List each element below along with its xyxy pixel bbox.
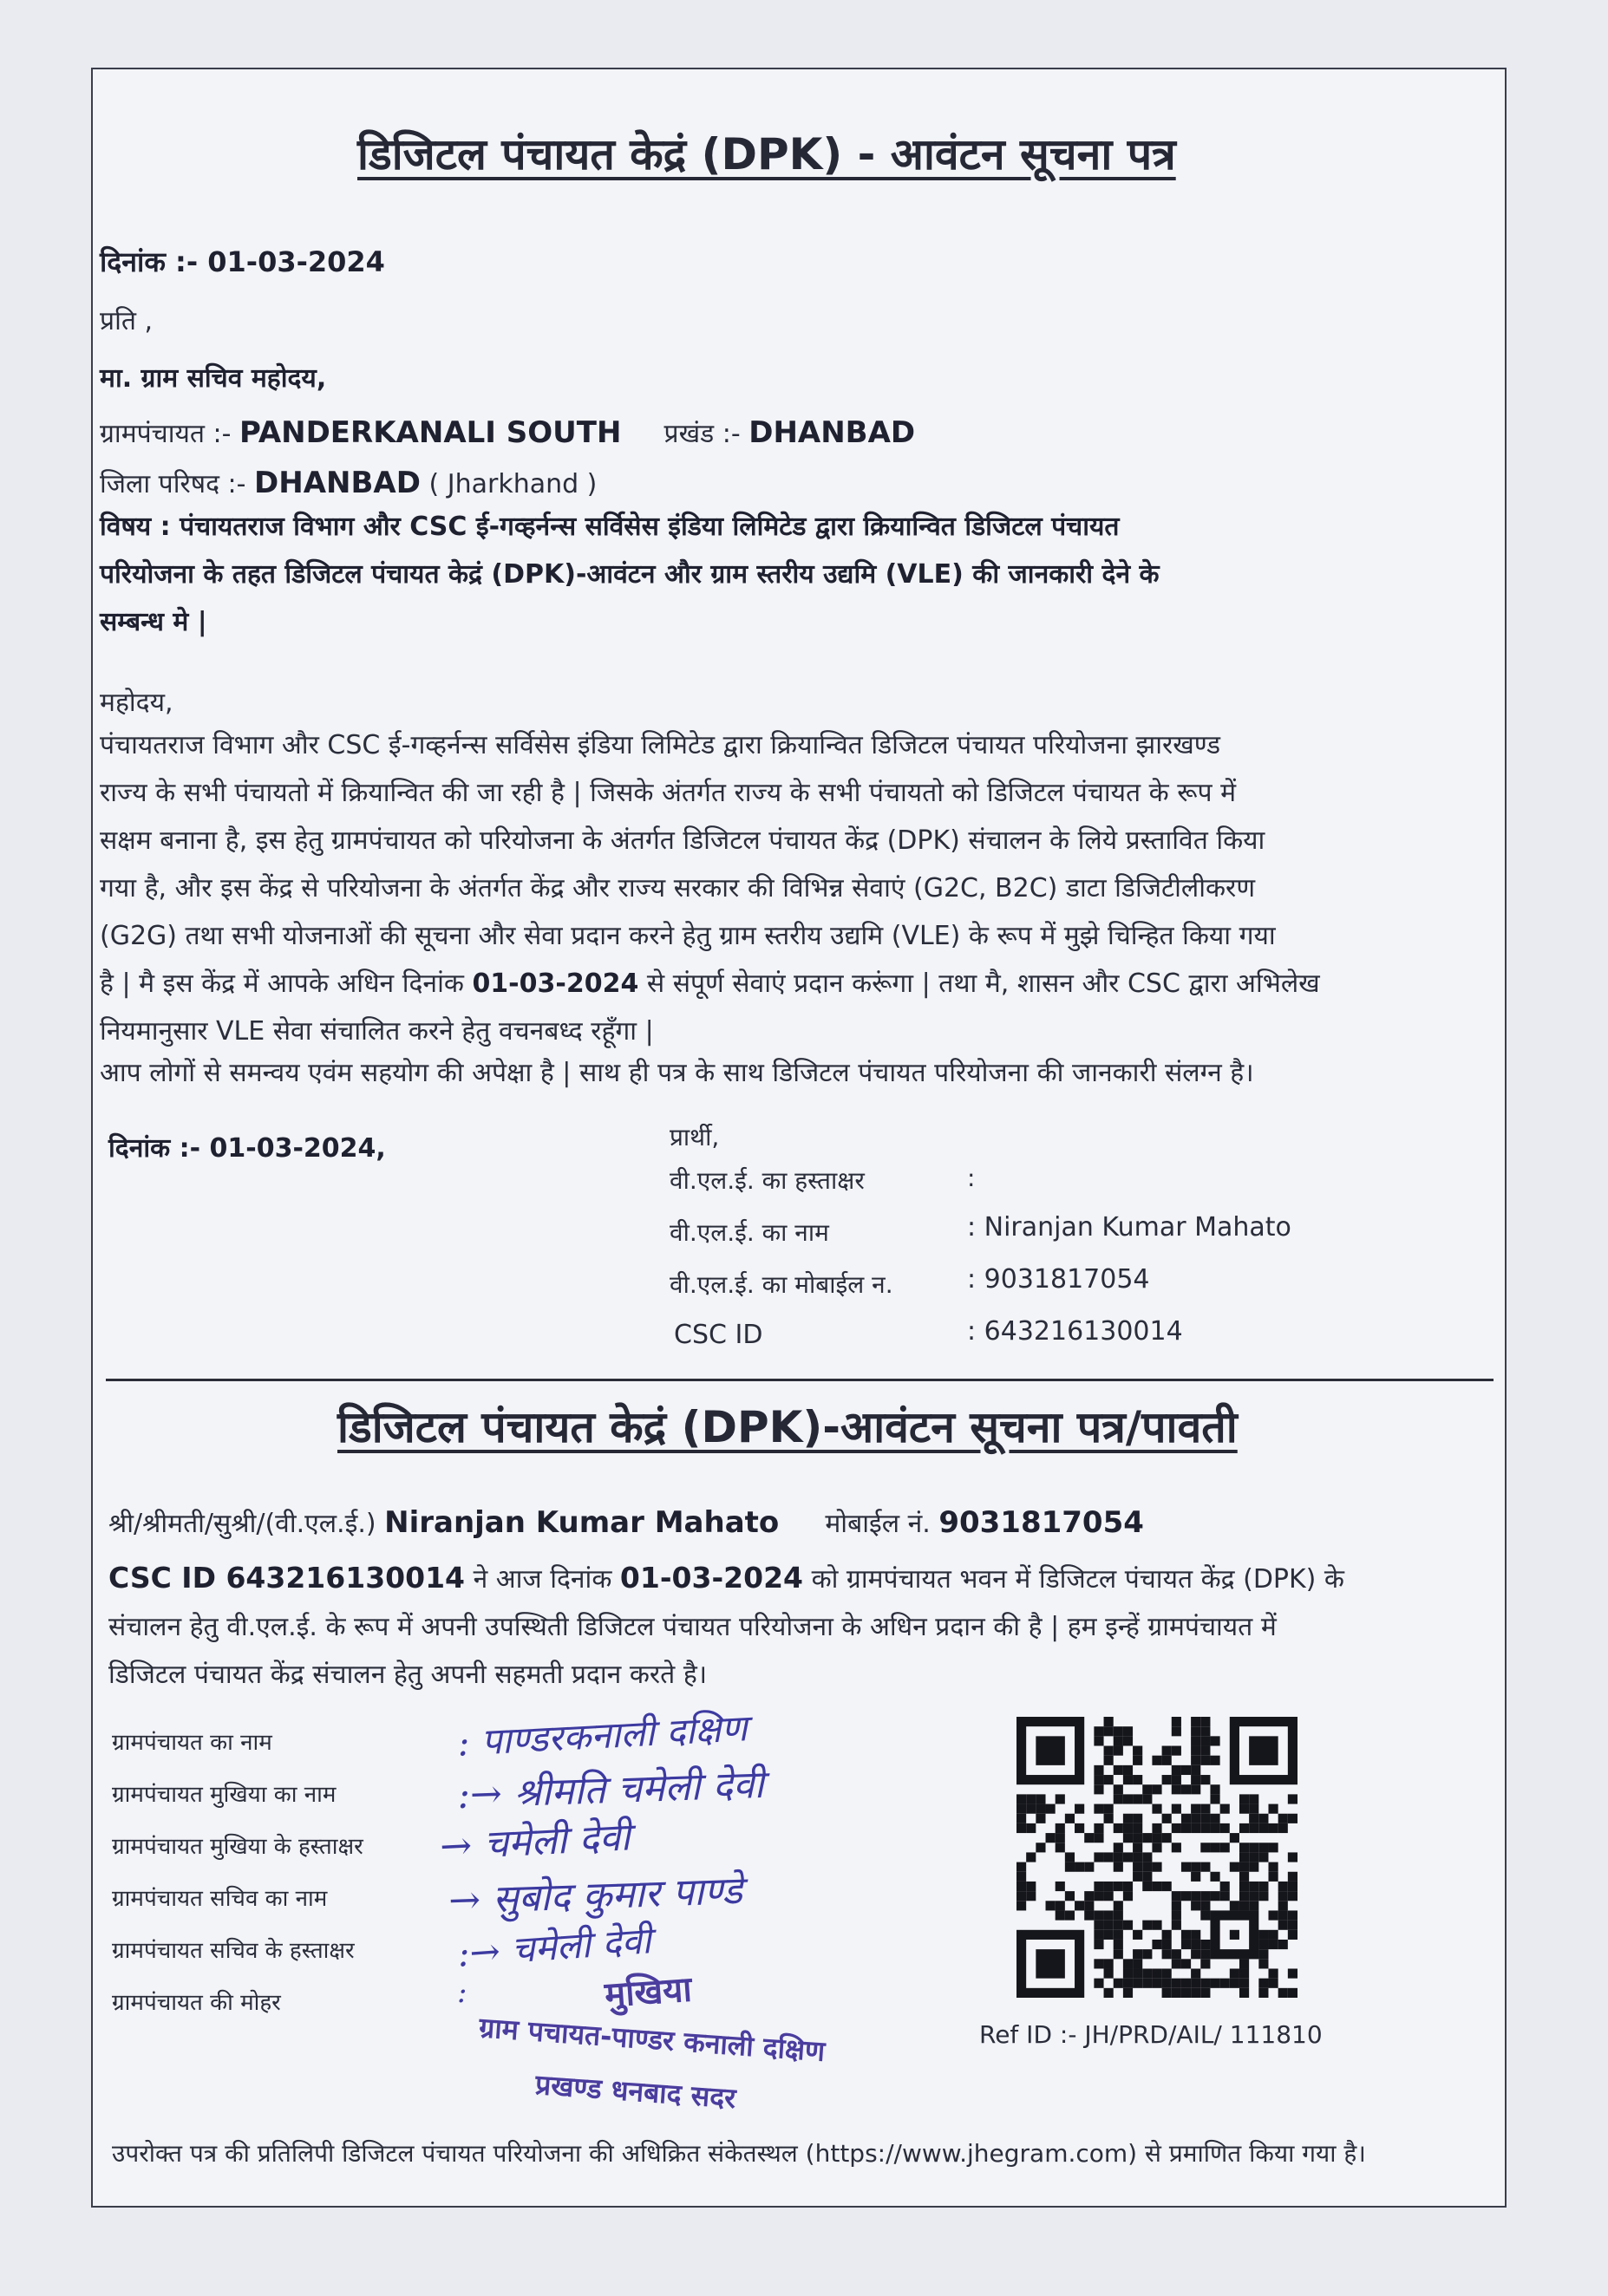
vle-label-csc: CSC ID	[674, 1320, 763, 1350]
stamp-line2: प्रखण्ड धनबाद सदर	[533, 2067, 737, 2116]
receipt-title: डिजिटल पंचायत केद्रं (DPK)-आवंटन सूचना पत्र/पावती	[337, 1402, 1238, 1452]
body-line: पंचायतराज विभाग और CSC ई-गव्हर्नन्स सर्विसेस इंडिया लिमिटेड द्वारा क्रियान्वित डिजिटल पंचायत परियोजना झारखण्ड	[100, 730, 1221, 760]
section-divider	[106, 1379, 1494, 1381]
handwritten-secretary-name: → सुबोद कुमार पाण्डे	[448, 1869, 743, 1923]
block-label: प्रखंड :-	[663, 419, 741, 449]
field-label-mukhiya-sign: ग्रामपंचायत मुखिया के हस्ताक्षर	[112, 1834, 363, 1860]
handwritten-gp-name: : पाण्डरकनाली दक्षिण	[455, 1706, 748, 1764]
district-state: ( Jharkhand )	[428, 469, 598, 499]
receipt-line2-mid: ने आज दिनांक	[473, 1564, 612, 1595]
receipt-date: 01-03-2024	[619, 1561, 804, 1595]
body-line	[100, 960, 1320, 1008]
vle-value-csc: : 643216130014	[967, 1316, 1183, 1347]
district-line	[100, 465, 597, 500]
gram-panchayat-line	[100, 414, 915, 450]
receipt-line: डिजिटल पंचायत केंद्र संचालन हेतु अपनी सहमती प्रदान करते है।	[108, 1660, 708, 1690]
salutation: महोदय,	[100, 688, 173, 718]
document-sheet	[91, 68, 1507, 2208]
ref-id: Ref ID :- JH/PRD/AIL/ 111810	[979, 2020, 1323, 2049]
vle-value-mobile: : 9031817054	[967, 1264, 1150, 1295]
closing-line: आप लोगों से समन्वय एवंम सहयोग की अपेक्षा है | साथ ही पत्र के साथ डिजिटल पंचायत परियोजना की जानकारी संलग्न है।	[100, 1058, 1254, 1088]
handwritten-seal-colon: :	[457, 1975, 467, 2010]
handwritten-secretary-sign: :→ चमेली देवी	[455, 1919, 653, 1975]
field-label-secretary-name: ग्रामपंचायत सचिव का नाम	[112, 1886, 328, 1912]
district-label: जिला परिषद :-	[100, 469, 246, 499]
body-line: नियमानुसार VLE सेवा संचालित करने हेतु वचनबध्द रहूँगा |	[100, 1016, 654, 1047]
notice-date: दिनांक :- 01-03-2024	[100, 245, 385, 278]
subject-line: परियोजना के तहत डिजिटल पंचायत केद्रं (DPK)-आवंटन और ग्राम स्तरीय उद्यमि (VLE) की जानकारी देने के	[100, 559, 1160, 590]
addressee: मा. ग्राम सचिव महोदय,	[100, 363, 327, 394]
person-prefix: श्री/श्रीमती/सुश्री/(वी.एल.ई.)	[108, 1509, 376, 1539]
field-label-seal: ग्रामपंचायत की मोहर	[112, 1990, 281, 2016]
recipient-to: प्रति ,	[100, 306, 154, 336]
applicant-label: प्रार्थी,	[670, 1123, 720, 1151]
footer-date	[108, 1129, 386, 1164]
body-line: राज्य के सभी पंचायतो में क्रियान्वित की जा रही है | जिसके अंतर्गत राज्य के सभी पंचायतो को डिजिटल पंचायत के रूप में	[100, 778, 1237, 808]
qr-code	[1016, 1717, 1298, 1998]
block-value: DHANBAD	[748, 415, 916, 450]
vle-label-mobile: वी.एल.ई. का मोबाईल न.	[670, 1270, 893, 1299]
person-name: Niranjan Kumar Mahato	[384, 1505, 780, 1540]
field-label-gp-name: ग्रामपंचायत का नाम	[112, 1730, 272, 1756]
notice-title: डिजिटल पंचायत केद्रं (DPK) - आवंटन सूचना पत्र	[357, 129, 1176, 179]
receipt-person-line	[108, 1504, 1144, 1540]
body-line: गया है, और इस केंद्र से परियोजना के अंतर्गत केंद्र और राज्य सरकार की विभिन्न सेवाएं (G2C, B2C) डाटा डिजिटीलीकरण	[100, 873, 1256, 903]
body-line6-post: से संपूर्ण सेवाएं प्रदान करूंगा | तथा मै, शासन और CSC द्वारा अभिलेख	[646, 969, 1320, 999]
vle-value-name: : Niranjan Kumar Mahato	[967, 1212, 1291, 1243]
handwritten-mukhiya-sign: → चमेली देवी	[438, 1815, 631, 1869]
subject-block	[100, 503, 1160, 646]
body-paragraph	[100, 721, 1320, 1055]
receipt-line2-post: को ग्रामपंचायत भवन में डिजिटल पंचायत केंद्र (DPK) के	[811, 1564, 1344, 1595]
subject-line: विषय : पंचायतराज विभाग और CSC ई-गव्हर्नन्स सर्विसेस इंडिया लिमिटेड द्वारा क्रियान्वित डिजिटल पंचायत	[100, 512, 1120, 542]
receipt-line: संचालन हेतु वी.एल.ई. के रूप में अपनी उपस्थिती डिजिटल पंचायत परियोजना के अधिन प्रदान की है | हम इन्हें ग्रामपंचायत में	[108, 1612, 1277, 1642]
receipt-csc-id: CSC ID 643216130014	[108, 1561, 466, 1595]
vle-label-name: वी.एल.ई. का नाम	[670, 1218, 829, 1247]
gp-label: ग्रामपंचायत :-	[100, 419, 232, 449]
receipt-line	[108, 1554, 1344, 1603]
certification-line: उपरोक्त पत्र की प्रतिलिपी डिजिटल पंचायत परियोजना की अधिक्रित संकेतस्थल (https://www.jhegram.com) से प्रमाणित किया गया है।	[112, 2139, 1366, 2168]
vle-value-signature: :	[967, 1164, 976, 1192]
mobile-number: 9031817054	[938, 1505, 1144, 1540]
field-label-mukhiya-name: ग्रामपंचायत मुखिया का नाम	[112, 1782, 337, 1808]
district-value: DHANBAD	[254, 466, 421, 500]
stamp-mukhiya: मुखिया	[603, 1969, 694, 2016]
stamp-line1: ग्राम पचायत-पाण्डर कनाली दक्षिण	[478, 2011, 827, 2068]
field-label-secretary-sign: ग्रामपंचायत सचिव के हस्ताक्षर	[112, 1938, 355, 1964]
receipt-paragraph	[108, 1554, 1344, 1699]
body-line: (G2G) तथा सभी योजनाओं की सूचना और सेवा प्रदान करने हेतु ग्राम स्तरीय उद्यमि (VLE) के रूप में मुझे चिन्हित किया गया	[100, 921, 1276, 951]
gp-value: PANDERKANALI SOUTH	[239, 415, 622, 450]
subject-line: सम्बन्ध मे |	[100, 607, 207, 637]
body-line: सक्षम बनाना है, इस हेतु ग्रामपंचायत को परियोजना के अंतर्गत डिजिटल पंचायत केंद्र (DPK) संचालन के लिये प्रस्तावित किया	[100, 825, 1265, 856]
mobile-label: मोबाईल नं.	[825, 1509, 931, 1539]
body-line6-pre: है | मै इस केंद्र में आपके अधिन दिनांक	[100, 969, 464, 999]
vle-label-signature: वी.एल.ई. का हस्ताक्षर	[670, 1166, 865, 1195]
body-line6-date: 01-03-2024	[472, 969, 639, 999]
footer-date-text: दिनांक :- 01-03-2024,	[108, 1133, 386, 1164]
handwritten-mukhiya-name: :→ श्रीमति चमेली देवी	[456, 1762, 765, 1818]
